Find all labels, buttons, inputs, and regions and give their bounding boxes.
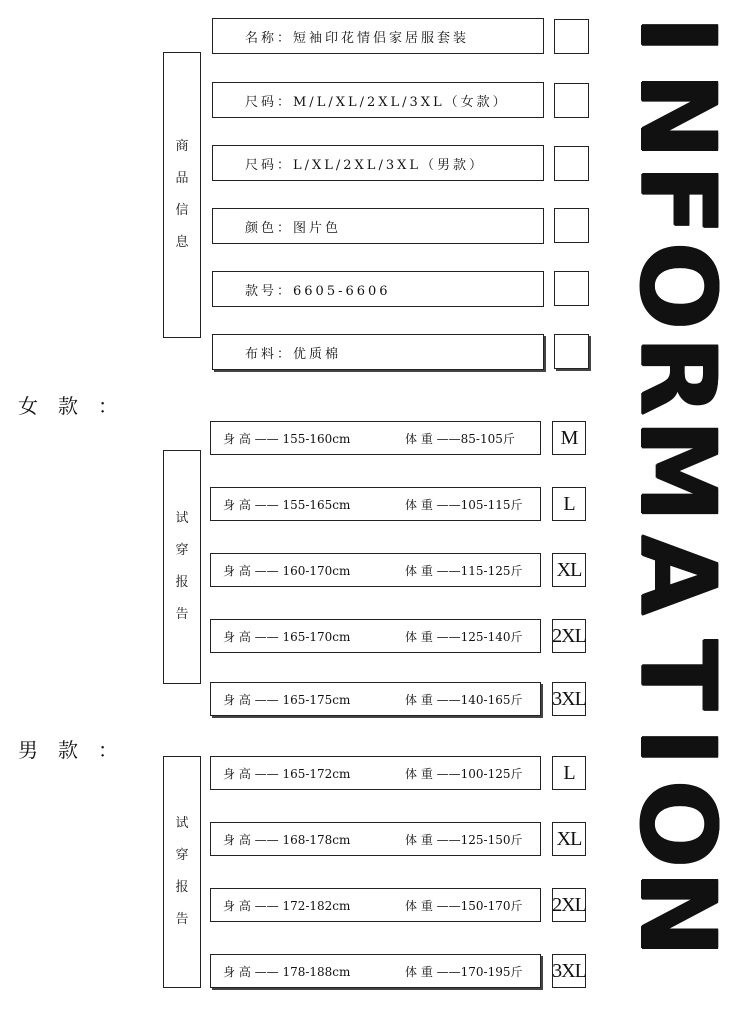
weight-range: 体 重 ——150-170斤	[405, 898, 523, 913]
height-range: 身 高 —— 155-165cm	[223, 497, 351, 512]
weight-range: 体 重 ——170-195斤	[405, 964, 523, 979]
fit-report-label-char: 穿	[175, 543, 189, 558]
men-size-row	[210, 888, 541, 922]
men-size-row	[210, 756, 541, 790]
size-label: M	[552, 421, 586, 455]
info-checkbox	[554, 271, 589, 306]
fit-report-label-char: 穿	[175, 848, 189, 863]
weight-range: 体 重 ——105-115斤	[405, 497, 523, 512]
info-field-text: 颜色：图片色	[245, 220, 342, 236]
height-range: 身 高 —— 165-172cm	[223, 766, 351, 781]
size-label: XL	[552, 553, 586, 587]
decor-letter: O	[617, 241, 739, 331]
women-size-row	[210, 619, 541, 653]
size-label: 2XL	[552, 888, 586, 922]
fit-report-label-char: 报	[175, 575, 189, 590]
size-label: L	[552, 756, 586, 790]
men-size-row	[210, 822, 541, 856]
product-info-label-char: 信	[175, 203, 189, 218]
info-field-style-number	[212, 271, 544, 307]
men-section-title: 男 款 ：	[18, 738, 118, 762]
women-size-row	[210, 682, 541, 716]
height-range: 身 高 —— 160-170cm	[223, 563, 351, 578]
weight-range: 体 重 ——125-150斤	[405, 832, 523, 847]
decor-letter: N	[617, 72, 739, 160]
size-label: 3XL	[552, 954, 586, 988]
info-field-name	[212, 18, 544, 54]
men-fit-report-label	[163, 756, 201, 988]
info-field-color	[212, 208, 544, 244]
info-checkbox	[554, 146, 589, 181]
info-checkbox	[554, 208, 589, 243]
size-label: XL	[552, 822, 586, 856]
weight-range: 体 重 ——85-105斤	[405, 431, 515, 446]
info-field-fabric	[212, 334, 544, 370]
decor-letter: F	[617, 164, 739, 236]
men-size-row	[210, 954, 541, 988]
decor-letter: T	[617, 639, 739, 711]
height-range: 身 高 —— 172-182cm	[223, 898, 351, 913]
fit-report-label-char: 试	[175, 816, 189, 831]
decor-letter: I	[617, 15, 739, 55]
height-range: 身 高 —— 178-188cm	[223, 964, 351, 979]
product-info-label-char: 息	[175, 235, 189, 250]
product-info-label	[163, 52, 201, 338]
weight-range: 体 重 ——100-125斤	[405, 766, 523, 781]
product-info-label-char: 品	[175, 171, 189, 186]
fit-report-label-char: 告	[175, 912, 189, 927]
decor-letter: A	[617, 534, 739, 616]
women-section-title: 女 款 ：	[18, 394, 118, 418]
decor-letter: N	[617, 870, 739, 958]
info-checkbox	[554, 83, 589, 118]
weight-range: 体 重 ——125-140斤	[405, 629, 523, 644]
height-range: 身 高 —— 165-170cm	[223, 629, 351, 644]
info-field-text: 布料：优质棉	[245, 346, 342, 362]
decor-letter: M	[617, 419, 739, 523]
fit-report-label-char: 试	[175, 511, 189, 526]
info-checkbox	[554, 19, 589, 54]
size-label: 3XL	[552, 682, 586, 716]
weight-range: 体 重 ——115-125斤	[405, 563, 523, 578]
info-field-text: 款号：6605-6606	[245, 283, 391, 299]
women-size-row	[210, 487, 541, 521]
fit-report-label-char: 报	[175, 880, 189, 895]
women-fit-report-label	[163, 450, 201, 684]
info-field-size-women	[212, 82, 544, 118]
women-size-row	[210, 421, 541, 455]
size-label: 2XL	[552, 619, 586, 653]
info-field-size-men	[212, 145, 544, 181]
product-info-label-char: 商	[175, 139, 189, 154]
decor-letter: I	[617, 727, 739, 767]
women-size-row	[210, 553, 541, 587]
height-range: 身 高 —— 155-160cm	[223, 431, 351, 446]
weight-range: 体 重 ——140-165斤	[405, 692, 523, 707]
decor-letter: R	[617, 335, 739, 417]
info-field-text: 尺码：M/L/XL/2XL/3XL（女款）	[245, 94, 509, 110]
size-label: L	[552, 487, 586, 521]
height-range: 身 高 —— 165-175cm	[223, 692, 351, 707]
decor-letter: O	[617, 779, 739, 869]
info-field-text: 尺码：L/XL/2XL/3XL（男款）	[245, 157, 485, 173]
fit-report-label-char: 告	[175, 607, 189, 622]
info-checkbox	[554, 334, 589, 369]
info-field-text: 名称：短袖印花情侣家居服套装	[245, 30, 470, 46]
height-range: 身 高 —— 168-178cm	[223, 832, 351, 847]
